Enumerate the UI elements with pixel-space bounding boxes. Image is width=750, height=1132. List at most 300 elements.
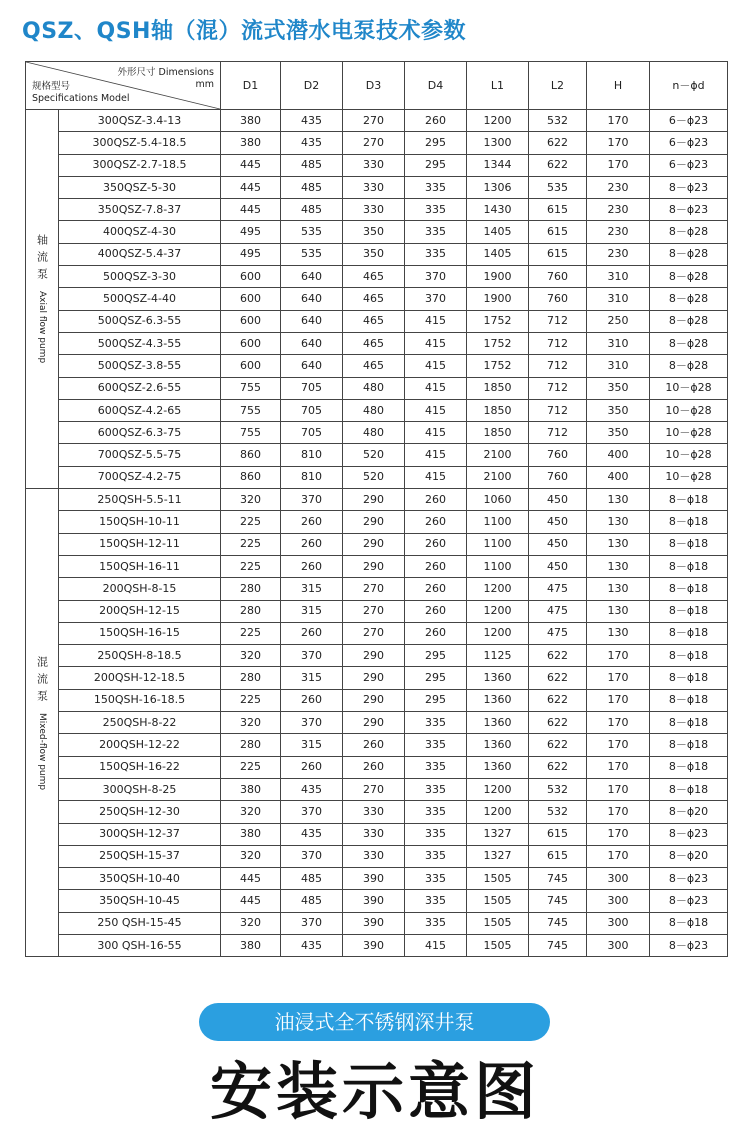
dimensions-text: 外形尺寸 Dimensions <box>117 67 214 78</box>
column-header: n－ϕd <box>650 62 728 110</box>
table-row <box>26 176 728 198</box>
value-cell: 465 <box>343 266 405 288</box>
table-row <box>26 622 728 644</box>
value-cell: 1100 <box>467 511 529 533</box>
model-cell: 300QSZ-5.4-18.5 <box>59 132 221 154</box>
value-cell: 712 <box>529 332 587 354</box>
value-cell: 8－ϕ28 <box>650 243 728 265</box>
value-cell: 485 <box>281 154 343 176</box>
model-cell: 250QSH-12-30 <box>59 801 221 823</box>
value-cell: 1306 <box>467 176 529 198</box>
table-row <box>26 288 728 310</box>
value-cell: 320 <box>221 645 281 667</box>
value-cell: 8－ϕ23 <box>650 890 728 912</box>
value-cell: 1505 <box>467 912 529 934</box>
value-cell: 8－ϕ28 <box>650 288 728 310</box>
model-cell: 700QSZ-4.2-75 <box>59 466 221 488</box>
value-cell: 280 <box>221 667 281 689</box>
model-cell: 250QSH-8-22 <box>59 712 221 734</box>
value-cell: 330 <box>343 154 405 176</box>
value-cell: 1752 <box>467 310 529 332</box>
value-cell: 260 <box>405 578 467 600</box>
value-cell: 1060 <box>467 489 529 511</box>
value-cell: 1900 <box>467 266 529 288</box>
value-cell: 10－ϕ28 <box>650 444 728 466</box>
value-cell: 260 <box>405 489 467 511</box>
table-row <box>26 689 728 711</box>
value-cell: 535 <box>281 243 343 265</box>
value-cell: 445 <box>221 890 281 912</box>
model-cell: 300QSH-12-37 <box>59 823 221 845</box>
value-cell: 350 <box>587 377 650 399</box>
model-cell: 700QSZ-5.5-75 <box>59 444 221 466</box>
value-cell: 705 <box>281 422 343 444</box>
value-cell: 260 <box>281 622 343 644</box>
value-cell: 2100 <box>467 444 529 466</box>
value-cell: 330 <box>343 801 405 823</box>
value-cell: 1344 <box>467 154 529 176</box>
value-cell: 8－ϕ18 <box>650 533 728 555</box>
table-row <box>26 912 728 934</box>
value-cell: 1360 <box>467 667 529 689</box>
table-row <box>26 756 728 778</box>
value-cell: 1360 <box>467 734 529 756</box>
value-cell: 315 <box>281 667 343 689</box>
value-cell: 260 <box>343 734 405 756</box>
value-cell: 415 <box>405 444 467 466</box>
value-cell: 170 <box>587 132 650 154</box>
value-cell: 290 <box>343 667 405 689</box>
value-cell: 860 <box>221 444 281 466</box>
value-cell: 1100 <box>467 533 529 555</box>
value-cell: 390 <box>343 934 405 956</box>
value-cell: 755 <box>221 377 281 399</box>
value-cell: 130 <box>587 622 650 644</box>
value-cell: 390 <box>343 912 405 934</box>
value-cell: 8－ϕ18 <box>650 489 728 511</box>
value-cell: 8－ϕ23 <box>650 199 728 221</box>
category-en: Axial flow pump <box>37 291 47 364</box>
value-cell: 705 <box>281 399 343 421</box>
value-cell: 600 <box>221 288 281 310</box>
value-cell: 445 <box>221 868 281 890</box>
value-cell: 622 <box>529 667 587 689</box>
model-cell: 150QSH-16-11 <box>59 555 221 577</box>
value-cell: 8－ϕ18 <box>650 778 728 800</box>
value-cell: 295 <box>405 154 467 176</box>
value-cell: 295 <box>405 667 467 689</box>
value-cell: 335 <box>405 801 467 823</box>
value-cell: 370 <box>281 645 343 667</box>
dimensions-label <box>118 67 214 91</box>
value-cell: 270 <box>343 578 405 600</box>
value-cell: 335 <box>405 823 467 845</box>
table-row <box>26 399 728 421</box>
value-cell: 520 <box>343 466 405 488</box>
value-cell: 615 <box>529 845 587 867</box>
value-cell: 480 <box>343 377 405 399</box>
value-cell: 170 <box>587 734 650 756</box>
value-cell: 295 <box>405 132 467 154</box>
value-cell: 330 <box>343 176 405 198</box>
value-cell: 260 <box>281 756 343 778</box>
value-cell: 260 <box>343 756 405 778</box>
model-cell: 500QSZ-6.3-55 <box>59 310 221 332</box>
value-cell: 370 <box>405 266 467 288</box>
model-cell: 350QSH-10-45 <box>59 890 221 912</box>
value-cell: 1200 <box>467 578 529 600</box>
value-cell: 1200 <box>467 600 529 622</box>
section-heading: 安装示意图 <box>209 1055 540 1128</box>
value-cell: 1125 <box>467 645 529 667</box>
table-row <box>26 845 728 867</box>
value-cell: 755 <box>221 399 281 421</box>
table-row <box>26 555 728 577</box>
table-row <box>26 355 728 377</box>
value-cell: 310 <box>587 266 650 288</box>
value-cell: 230 <box>587 176 650 198</box>
value-cell: 130 <box>587 489 650 511</box>
value-cell: 450 <box>529 511 587 533</box>
value-cell: 320 <box>221 712 281 734</box>
model-cell: 500QSZ-4-40 <box>59 288 221 310</box>
column-header: L2 <box>529 62 587 110</box>
model-cell: 600QSZ-4.2-65 <box>59 399 221 421</box>
value-cell: 230 <box>587 243 650 265</box>
value-cell: 755 <box>221 422 281 444</box>
value-cell: 640 <box>281 288 343 310</box>
value-cell: 270 <box>343 622 405 644</box>
value-cell: 485 <box>281 890 343 912</box>
value-cell: 400 <box>587 444 650 466</box>
value-cell: 485 <box>281 176 343 198</box>
value-cell: 745 <box>529 868 587 890</box>
value-cell: 380 <box>221 934 281 956</box>
column-header: H <box>587 62 650 110</box>
spec-table <box>25 61 728 957</box>
value-cell: 1850 <box>467 399 529 421</box>
value-cell: 370 <box>281 801 343 823</box>
value-cell: 300 <box>587 912 650 934</box>
value-cell: 225 <box>221 555 281 577</box>
value-cell: 6－ϕ23 <box>650 154 728 176</box>
value-cell: 615 <box>529 823 587 845</box>
model-cell: 200QSH-12-15 <box>59 600 221 622</box>
value-cell: 535 <box>529 176 587 198</box>
value-cell: 640 <box>281 266 343 288</box>
value-cell: 2100 <box>467 466 529 488</box>
table-row <box>26 667 728 689</box>
value-cell: 8－ϕ18 <box>650 622 728 644</box>
value-cell: 435 <box>281 110 343 132</box>
value-cell: 170 <box>587 823 650 845</box>
value-cell: 170 <box>587 154 650 176</box>
value-cell: 380 <box>221 132 281 154</box>
value-cell: 270 <box>343 778 405 800</box>
value-cell: 6－ϕ23 <box>650 110 728 132</box>
value-cell: 270 <box>343 110 405 132</box>
value-cell: 315 <box>281 578 343 600</box>
category-cell <box>26 489 59 957</box>
value-cell: 335 <box>405 756 467 778</box>
model-cell: 350QSZ-7.8-37 <box>59 199 221 221</box>
value-cell: 335 <box>405 778 467 800</box>
value-cell: 622 <box>529 132 587 154</box>
table-row <box>26 511 728 533</box>
model-cell: 300QSZ-2.7-18.5 <box>59 154 221 176</box>
value-cell: 8－ϕ18 <box>650 645 728 667</box>
model-cell: 150QSH-16-22 <box>59 756 221 778</box>
value-cell: 465 <box>343 332 405 354</box>
value-cell: 310 <box>587 288 650 310</box>
value-cell: 445 <box>221 154 281 176</box>
category-en: Mixed-flow pump <box>37 712 47 790</box>
value-cell: 350 <box>343 221 405 243</box>
value-cell: 1505 <box>467 868 529 890</box>
value-cell: 1405 <box>467 243 529 265</box>
value-cell: 415 <box>405 934 467 956</box>
model-cell: 200QSH-12-22 <box>59 734 221 756</box>
value-cell: 810 <box>281 466 343 488</box>
value-cell: 335 <box>405 868 467 890</box>
value-cell: 225 <box>221 511 281 533</box>
value-cell: 130 <box>587 511 650 533</box>
table-row <box>26 801 728 823</box>
model-cell: 250QSH-15-37 <box>59 845 221 867</box>
value-cell: 225 <box>221 622 281 644</box>
model-cell: 300 QSH-16-55 <box>59 934 221 956</box>
table-row <box>26 533 728 555</box>
value-cell: 600 <box>221 355 281 377</box>
model-label <box>32 81 130 105</box>
value-cell: 705 <box>281 377 343 399</box>
value-cell: 520 <box>343 444 405 466</box>
value-cell: 8－ϕ18 <box>650 734 728 756</box>
value-cell: 330 <box>343 845 405 867</box>
value-cell: 445 <box>221 176 281 198</box>
value-cell: 370 <box>281 912 343 934</box>
value-cell: 315 <box>281 734 343 756</box>
value-cell: 290 <box>343 645 405 667</box>
model-cell: 600QSZ-2.6-55 <box>59 377 221 399</box>
column-header: D1 <box>221 62 281 110</box>
value-cell: 295 <box>405 689 467 711</box>
value-cell: 335 <box>405 845 467 867</box>
value-cell: 465 <box>343 288 405 310</box>
value-cell: 170 <box>587 110 650 132</box>
value-cell: 810 <box>281 444 343 466</box>
value-cell: 370 <box>405 288 467 310</box>
value-cell: 1100 <box>467 555 529 577</box>
table-row <box>26 466 728 488</box>
value-cell: 170 <box>587 712 650 734</box>
value-cell: 320 <box>221 801 281 823</box>
value-cell: 1360 <box>467 756 529 778</box>
value-cell: 225 <box>221 533 281 555</box>
value-cell: 400 <box>587 466 650 488</box>
value-cell: 6－ϕ23 <box>650 132 728 154</box>
value-cell: 320 <box>221 845 281 867</box>
value-cell: 335 <box>405 912 467 934</box>
value-cell: 622 <box>529 756 587 778</box>
value-cell: 8－ϕ28 <box>650 221 728 243</box>
column-header: D2 <box>281 62 343 110</box>
value-cell: 390 <box>343 890 405 912</box>
value-cell: 415 <box>405 377 467 399</box>
value-cell: 8－ϕ20 <box>650 845 728 867</box>
value-cell: 350 <box>343 243 405 265</box>
table-row <box>26 578 728 600</box>
value-cell: 280 <box>221 734 281 756</box>
value-cell: 485 <box>281 868 343 890</box>
value-cell: 1850 <box>467 422 529 444</box>
model-cell: 150QSH-10-11 <box>59 511 221 533</box>
value-cell: 475 <box>529 578 587 600</box>
value-cell: 1200 <box>467 622 529 644</box>
value-cell: 8－ϕ18 <box>650 600 728 622</box>
value-cell: 130 <box>587 600 650 622</box>
category-cell <box>26 110 59 489</box>
header-row <box>26 62 728 110</box>
value-cell: 1360 <box>467 712 529 734</box>
value-cell: 260 <box>405 555 467 577</box>
value-cell: 1900 <box>467 288 529 310</box>
table-row <box>26 199 728 221</box>
value-cell: 295 <box>405 645 467 667</box>
value-cell: 622 <box>529 712 587 734</box>
column-header: D3 <box>343 62 405 110</box>
value-cell: 712 <box>529 310 587 332</box>
value-cell: 1430 <box>467 199 529 221</box>
model-cell: 200QSH-8-15 <box>59 578 221 600</box>
value-cell: 335 <box>405 734 467 756</box>
value-cell: 330 <box>343 823 405 845</box>
value-cell: 535 <box>281 221 343 243</box>
value-cell: 260 <box>405 110 467 132</box>
table-row <box>26 778 728 800</box>
value-cell: 335 <box>405 199 467 221</box>
category-label <box>26 656 58 790</box>
value-cell: 1850 <box>467 377 529 399</box>
value-cell: 370 <box>281 845 343 867</box>
value-cell: 130 <box>587 578 650 600</box>
table-row <box>26 712 728 734</box>
value-cell: 300 <box>587 868 650 890</box>
value-cell: 250 <box>587 310 650 332</box>
model-cn-text: 规格型号 <box>32 81 71 92</box>
value-cell: 260 <box>281 533 343 555</box>
value-cell: 335 <box>405 221 467 243</box>
model-cell: 500QSZ-3.8-55 <box>59 355 221 377</box>
value-cell: 615 <box>529 221 587 243</box>
value-cell: 10－ϕ28 <box>650 422 728 444</box>
value-cell: 615 <box>529 199 587 221</box>
value-cell: 260 <box>281 511 343 533</box>
value-cell: 380 <box>221 778 281 800</box>
value-cell: 8－ϕ18 <box>650 555 728 577</box>
column-header: D4 <box>405 62 467 110</box>
value-cell: 270 <box>343 132 405 154</box>
table-row <box>26 221 728 243</box>
table-row <box>26 890 728 912</box>
value-cell: 415 <box>405 355 467 377</box>
value-cell: 8－ϕ18 <box>650 667 728 689</box>
value-cell: 350 <box>587 399 650 421</box>
value-cell: 350 <box>587 422 650 444</box>
value-cell: 130 <box>587 555 650 577</box>
table-row <box>26 600 728 622</box>
value-cell: 310 <box>587 332 650 354</box>
value-cell: 1327 <box>467 845 529 867</box>
table-row <box>26 444 728 466</box>
value-cell: 760 <box>529 444 587 466</box>
value-cell: 1200 <box>467 110 529 132</box>
value-cell: 370 <box>281 712 343 734</box>
value-cell: 495 <box>221 221 281 243</box>
category-cn: 混流泵 <box>35 655 49 707</box>
value-cell: 290 <box>343 712 405 734</box>
value-cell: 260 <box>405 511 467 533</box>
value-cell: 370 <box>281 489 343 511</box>
value-cell: 760 <box>529 288 587 310</box>
value-cell: 8－ϕ28 <box>650 355 728 377</box>
category-label <box>26 234 58 363</box>
model-cell: 150QSH-16-15 <box>59 622 221 644</box>
value-cell: 415 <box>405 310 467 332</box>
value-cell: 1200 <box>467 801 529 823</box>
value-cell: 8－ϕ20 <box>650 801 728 823</box>
value-cell: 600 <box>221 266 281 288</box>
value-cell: 480 <box>343 399 405 421</box>
table-row <box>26 110 728 132</box>
value-cell: 1752 <box>467 332 529 354</box>
model-cell: 300QSZ-3.4-13 <box>59 110 221 132</box>
value-cell: 435 <box>281 823 343 845</box>
value-cell: 8－ϕ18 <box>650 912 728 934</box>
value-cell: 170 <box>587 756 650 778</box>
value-cell: 170 <box>587 667 650 689</box>
header-corner-cell <box>26 62 221 110</box>
value-cell: 495 <box>221 243 281 265</box>
value-cell: 320 <box>221 489 281 511</box>
value-cell: 532 <box>529 778 587 800</box>
value-cell: 260 <box>281 689 343 711</box>
value-cell: 280 <box>221 600 281 622</box>
value-cell: 8－ϕ23 <box>650 176 728 198</box>
table-row <box>26 489 728 511</box>
model-cell: 200QSH-12-18.5 <box>59 667 221 689</box>
value-cell: 8－ϕ18 <box>650 756 728 778</box>
value-cell: 260 <box>405 533 467 555</box>
value-cell: 170 <box>587 778 650 800</box>
unit-text: mm <box>195 79 214 90</box>
table-row <box>26 310 728 332</box>
value-cell: 475 <box>529 600 587 622</box>
value-cell: 315 <box>281 600 343 622</box>
value-cell: 8－ϕ28 <box>650 332 728 354</box>
value-cell: 712 <box>529 377 587 399</box>
table-row <box>26 243 728 265</box>
value-cell: 8－ϕ28 <box>650 310 728 332</box>
value-cell: 8－ϕ18 <box>650 511 728 533</box>
product-banner: 油浸式全不锈钢深井泵 <box>199 1003 550 1041</box>
value-cell: 450 <box>529 555 587 577</box>
value-cell: 1327 <box>467 823 529 845</box>
table-row <box>26 332 728 354</box>
value-cell: 640 <box>281 332 343 354</box>
model-en-text: Specifications Model <box>32 93 130 104</box>
value-cell: 1752 <box>467 355 529 377</box>
